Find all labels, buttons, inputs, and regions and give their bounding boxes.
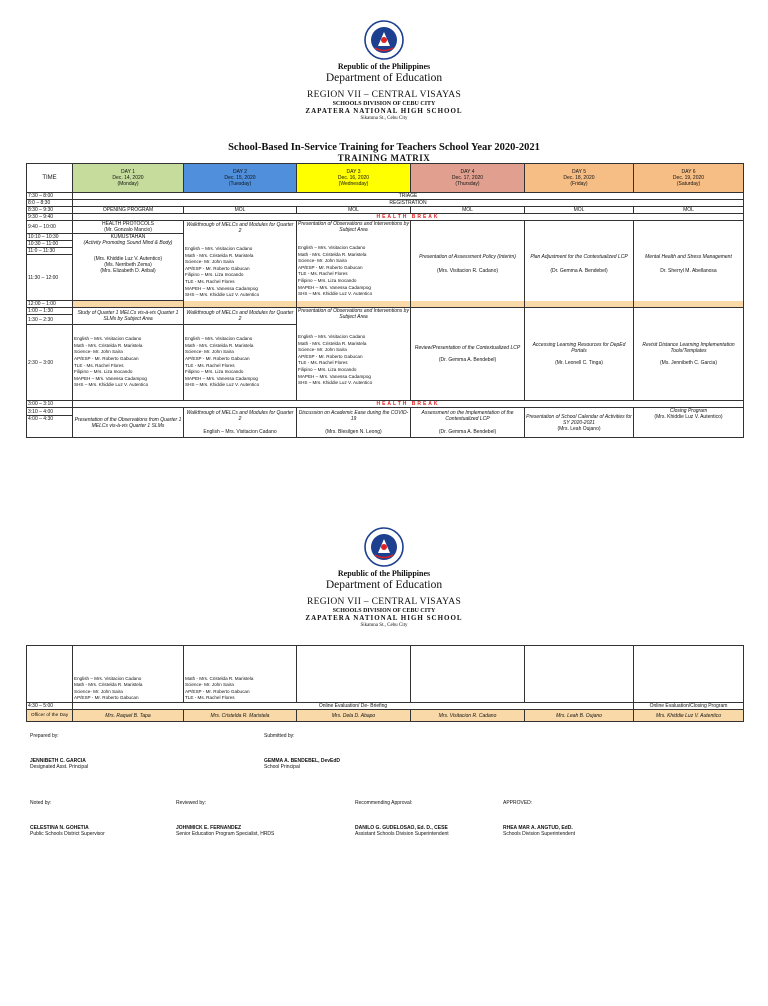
- session-title: Assessment on the Implementation of the Contextualized LCP: [421, 410, 514, 422]
- signatory-name: JOHNMICK E. FERNANDEZ: [176, 824, 242, 831]
- list-item: TLE - Ms. Rachel Flores: [185, 278, 235, 284]
- day-label: DAY 4: [460, 169, 475, 175]
- empty-cell: [634, 646, 744, 703]
- empty-cell: [525, 646, 634, 703]
- day-weekday: (Thursday): [455, 181, 480, 187]
- signatory-role: Senior Education Program Specialist, HRDS: [176, 831, 275, 837]
- triage-cell: TRIAGE: [73, 193, 744, 200]
- time-cell: 2:30 – 3:00: [27, 325, 73, 401]
- day-label: DAY 5: [572, 169, 586, 175]
- signature-label: Submitted by:: [264, 733, 295, 739]
- school-address: Sikatuna St., Cebu City: [360, 116, 408, 121]
- day-2-late-cell: [184, 408, 297, 438]
- session-title: Presentation of School Calendar of Activities for SY 2020-2021: [526, 413, 632, 426]
- list-item: English – Mrs. Visitacion Cadano: [74, 336, 142, 342]
- time-cell: 10:30 – 11:00: [27, 241, 73, 248]
- session-title: Walkthrough of MELCs and Modules for Quarter 2: [186, 410, 294, 422]
- time-cell: 8:30 – 9:30: [27, 207, 73, 214]
- signature-label: Prepared by:: [30, 733, 59, 739]
- list-item: TLE - Ms. Rachel Flores: [74, 362, 124, 368]
- day-6-late-cell: [634, 408, 744, 438]
- table-header-row: [27, 164, 744, 193]
- list-item: Science- Mr. John Saira: [185, 349, 234, 355]
- health-protocols-cell: [73, 221, 184, 234]
- noted-by-block: [30, 800, 105, 838]
- reviewed-by-block: [176, 800, 274, 838]
- list-item: AP/ESP - Mr. Roberto Gabucan: [185, 265, 250, 271]
- day-4-morning-cell: [411, 221, 525, 308]
- session-speaker: Dr. Sherryl M. Abellanosa: [660, 268, 717, 274]
- time-cell: 8:0 – 8:30: [27, 200, 73, 207]
- table-row: [27, 207, 744, 214]
- school-name: ZAPATERA NATIONAL HIGH SCHOOL: [305, 107, 463, 115]
- division-name: SCHOOLS DIVISION OF CEBU CITY: [332, 101, 436, 107]
- mol-cell: MOL: [634, 207, 744, 214]
- session-speaker: (Mr. Leonell C. Tinga): [555, 360, 603, 366]
- day-label: DAY 1: [121, 169, 135, 175]
- page-two: [0, 527, 768, 722]
- list-item: SHS – Mrs. Khiddie Luz V. Autentico: [298, 380, 373, 386]
- day-1-header: [73, 164, 184, 193]
- opening-program-cell: OPENING PROGRAM: [73, 207, 184, 214]
- subject-coordinators-list: [74, 676, 182, 702]
- day-4-afternoon-cell: [411, 308, 525, 401]
- day-2-names-cell: [184, 646, 297, 703]
- signatory-role: Designated Asst. Principal: [30, 764, 89, 770]
- day-weekday: (Tuesday): [228, 181, 252, 187]
- session-speaker: English – Mrs. Visitacion Cadano: [203, 429, 277, 435]
- page-one: [0, 20, 768, 438]
- day-1-afternoon-title: Study of Quarter 1 MELCs vis-à-vis Quarter 1 SLMs by Subject Area: [73, 308, 184, 325]
- list-item: English – Mrs. Visitacion Cadano: [185, 246, 253, 251]
- session-speaker: (Dr. Gemma A. Bendebel): [438, 429, 497, 435]
- day-weekday: (Saturday): [676, 181, 701, 187]
- subject-coordinators-list: [298, 245, 409, 298]
- day-label: DAY 2: [233, 169, 247, 175]
- mol-cell: MOL: [297, 207, 411, 214]
- list-item: English – Mrs. Visitacion Cadano: [298, 245, 366, 250]
- list-item: TLE - Ms. Rachel Flores: [185, 695, 235, 701]
- time-header: TIME: [27, 164, 73, 193]
- time-cell: 4:30 – 5:00: [27, 703, 73, 710]
- approved-block: [503, 800, 575, 838]
- day-date: Dec. 14, 2020: [112, 175, 144, 181]
- day-1-names-cell: [73, 646, 184, 703]
- list-item: Filipino – Mrs. Liza Inocando: [298, 366, 357, 372]
- day-3-header: [297, 164, 411, 193]
- list-item: Filipino – Mrs. Liza Inocando: [185, 272, 244, 278]
- session-title: Revisit Distance Learning Implementation Tools/Templates: [642, 342, 735, 354]
- list-item: AP/ESP - Mr. Roberto Gabucan: [185, 355, 250, 361]
- officer-cell: Mrs. Khiddie Luz V. Autentico: [634, 710, 744, 722]
- table-row: [27, 301, 744, 308]
- recommending-approval-block: [355, 800, 449, 838]
- kumustahan-cell: [73, 234, 184, 301]
- signatory-name: CELESTINA N. GOHETIA: [30, 824, 89, 831]
- session-speaker: (Mr. Gonzalo Mancio): [104, 227, 152, 233]
- list-item: MAPEH – Mrs. Vanessa Cadampog: [298, 284, 371, 290]
- day-date: Dec. 16, 2020: [337, 175, 370, 181]
- subject-coordinators-list: [298, 334, 409, 387]
- signatory-role: Assistant Schools Division Superintendent: [355, 831, 449, 837]
- day-label: DAY 3: [346, 169, 361, 175]
- mol-cell: MOL: [184, 207, 297, 214]
- session-subtitle: (Activity Promoting Sound Mind & Body): [83, 240, 173, 246]
- day-4-header: [411, 164, 525, 193]
- time-cell: 9:30 – 9:40: [27, 214, 73, 221]
- session-speaker: (Dr. Gemma A. Bendebel): [438, 357, 497, 363]
- subject-coordinators-list: [185, 676, 295, 702]
- session-title: Walkthrough of MELCs and Modules for Quarter 2: [186, 222, 294, 234]
- list-item: Science- Mr. John Saira: [185, 259, 234, 265]
- session-speaker: (Mrs. Blesilgen N. Leong): [325, 429, 382, 435]
- session-speaker: (Ms. Nerribeth Zema): [104, 262, 152, 268]
- list-item: Math - Mrs. Cristelda R. Maristela: [185, 252, 254, 258]
- subject-coordinators-list: [74, 336, 182, 389]
- day-3-afternoon-cell: [297, 308, 411, 401]
- table-row: [27, 193, 744, 200]
- time-cell: 12:00 – 1:00: [27, 301, 73, 308]
- signature-label: Recommending Approval:: [355, 800, 413, 806]
- time-cell: 9:40 – 10:00: [27, 221, 73, 234]
- school-name: ZAPATERA NATIONAL HIGH SCHOOL: [305, 614, 463, 622]
- day-5-header: [525, 164, 634, 193]
- time-cell: 10:10 – 10:30: [27, 234, 73, 241]
- letterhead: [0, 527, 768, 628]
- list-item: English – Mrs. Visitacion Cadano: [74, 675, 142, 681]
- signatory-role: Public Schools District Supervisor: [30, 831, 105, 837]
- mol-cell: MOL: [411, 207, 525, 214]
- signatory-name: JENNIBETH C. GARCIA: [30, 757, 86, 764]
- region-name: REGION VII – CENTRAL VISAYAS: [306, 597, 462, 607]
- time-cell: 4:00 – 4:30: [27, 416, 73, 438]
- day-date: Dec. 18, 2020: [563, 175, 595, 181]
- list-item: MAPEH – Mrs. Vanessa Cadampog: [185, 285, 258, 291]
- list-item: Math - Mrs. Cristelda R. Maristela: [74, 682, 143, 688]
- officer-cell: Mrs. Leah B. Oujano: [525, 710, 634, 722]
- day-3-late-cell: [297, 408, 411, 438]
- day-weekday: (Wednesday): [338, 181, 369, 187]
- list-item: TLE - Ms. Rachel Flores: [185, 362, 235, 368]
- day-4-late-cell: [411, 408, 525, 438]
- officer-of-the-day-row: [27, 710, 744, 722]
- session-speaker: (Ms. Jennibeth C. Garcia): [660, 360, 717, 366]
- list-item: Science- Mr. John Saira: [298, 258, 347, 264]
- list-item: AP/ESP - Mr. Roberto Gabucan: [298, 264, 363, 270]
- school-address: Sikatuna St., Cebu City: [360, 623, 408, 628]
- day-6-morning-cell: [634, 221, 744, 308]
- region-name: REGION VII – CENTRAL VISAYAS: [306, 90, 462, 100]
- signatory-role: Schools Division Superintendent: [503, 831, 575, 837]
- subject-coordinators-list: [185, 336, 295, 389]
- officer-cell: Mrs. Visitacion R. Cadano: [411, 710, 525, 722]
- table-row: [27, 214, 744, 221]
- day-date: Dec. 19, 2020: [672, 175, 705, 181]
- republic-line: Republic of the Philippines: [337, 62, 431, 71]
- training-matrix-table: [26, 163, 744, 438]
- day-5-afternoon-cell: [525, 308, 634, 401]
- subject-coordinators-list: [185, 246, 295, 299]
- signatory-name: RHEA MAR A. ANGTUD, EdD.: [503, 824, 573, 831]
- evaluation-closing-cell: Online Evaluation/Closing Program: [634, 703, 744, 710]
- session-speaker: (Mrs. Khiddie Luz V. Autentico): [654, 414, 723, 420]
- time-cell: [27, 646, 73, 703]
- day-3-morning-cell: [297, 221, 411, 308]
- list-item: Math - Mrs. Cristelda R. Maristela: [185, 342, 254, 348]
- list-item: SHS – Mrs. Khiddie Luz V. Autentico: [185, 292, 260, 298]
- officer-cell: Mrs. Raquel B. Tapa: [73, 710, 184, 722]
- empty-cell: [297, 646, 411, 703]
- department-name: Department of Education: [325, 72, 443, 84]
- table-row: [27, 308, 744, 315]
- list-item: Filipino – Mrs. Liza Inocando: [74, 369, 133, 375]
- letterhead: [0, 20, 768, 121]
- list-item: AP/ESP - Mr. Roberto Gabucan: [298, 353, 363, 359]
- registration-cell: REGISTRATION: [73, 200, 744, 207]
- health-break-cell: HEALTH BREAK: [73, 401, 744, 408]
- session-title: Plan Adjustment for the Contextualized LCP: [530, 254, 628, 260]
- list-item: MAPEH – Mrs. Vanessa Cadampog: [74, 375, 147, 381]
- day-2-morning-cell: [184, 221, 297, 308]
- session-title: Accessing Learning Resources for DepEd Portals: [532, 342, 626, 354]
- day-date: Dec. 17, 2020: [451, 175, 484, 181]
- list-item: Filipino – Mrs. Liza Inocando: [185, 369, 244, 375]
- officer-cell: Mrs. Cristelda R. Maristela: [184, 710, 297, 722]
- deped-seal-icon: [364, 20, 404, 60]
- time-cell: 1:30 – 2:30: [27, 315, 73, 325]
- day-2-afternoon-title: Walkthrough of MELCs and Modules for Quarter 2: [184, 308, 297, 325]
- day-5-late-cell: [525, 408, 634, 438]
- time-cell: 3:10 – 4:00: [27, 408, 73, 416]
- table-row: [27, 221, 744, 234]
- list-item: TLE - Ms. Rachel Flores: [298, 360, 348, 366]
- health-break-cell: HEALTH BREAK: [73, 214, 744, 221]
- list-item: SHS – Mrs. Khiddie Luz V. Autentico: [74, 382, 149, 388]
- session-title: Review/Presentation of the Contextualized LCP: [414, 345, 521, 351]
- list-item: Science- Mr. John Saira: [185, 682, 234, 688]
- session-title: Presentation of Observations and Interventions by Subject Area: [298, 308, 409, 320]
- session-title: KUMUSTAHAN: [110, 234, 146, 240]
- prepared-by-block: [30, 733, 88, 771]
- department-name: Department of Education: [325, 579, 443, 591]
- list-item: MAPEH – Mrs. Vanessa Cadampog: [298, 373, 371, 379]
- session-title: HEALTH PROTOCOLS: [101, 221, 155, 227]
- day-2-names-cell: [184, 325, 297, 401]
- day-weekday: (Monday): [117, 181, 139, 187]
- day-1-late-cell: Presentation of the Observations from Quarter 1 MELCs vis-à-vis Quarter 1 SLMs: [73, 408, 184, 438]
- signature-label: APPROVED:: [503, 800, 533, 806]
- list-item: TLE - Ms. Rachel Flores: [298, 271, 348, 277]
- session-title: Presentation of Observations and Interventions by Subject Area: [298, 221, 409, 233]
- signatory-name: DANILO G. GUDELOSAO, Ed. D., CESE: [355, 824, 448, 831]
- list-item: Science- Mr. John Saira: [74, 349, 123, 355]
- time-cell: 1:00 – 1:30: [27, 308, 73, 315]
- day-5-morning-cell: [525, 221, 634, 308]
- list-item: AP/ESP - Mr. Roberto Gabucan: [185, 688, 250, 694]
- session-speaker: (Mrs. Visitacion R. Cadano): [436, 268, 499, 274]
- list-item: English – Mrs. Visitacion Cadano: [185, 336, 253, 342]
- deped-seal-icon: [364, 527, 404, 567]
- list-item: Math - Mrs. Cristelda R. Maristela: [185, 675, 254, 681]
- table-row: [27, 200, 744, 207]
- officer-label: Officer of the Day: [27, 710, 73, 722]
- signatory-name: GEMMA A. BENDEBEL, DevEdD: [264, 757, 341, 764]
- evaluation-cell: Online Evaluation/ De- Briefing: [73, 703, 634, 710]
- table-row: [27, 401, 744, 408]
- list-item: SHS – Mrs. Khiddie Luz V. Autentico: [185, 382, 260, 388]
- list-item: Math - Mrs. Cristelda R. Maristela: [298, 340, 367, 346]
- session-title: Discussion on Academic Ease during the COVID-19: [298, 410, 409, 422]
- document-title: School-Based In-Service Training for Teachers School Year 2020-2021: [228, 142, 540, 153]
- officer-cell: Mrs. Dela D. Abapo: [297, 710, 411, 722]
- session-title: Mental Health and Stress Management: [645, 254, 732, 260]
- day-6-header: [634, 164, 744, 193]
- time-cell: 3:00 – 3:10: [27, 401, 73, 408]
- session-speaker: (Mrs. Leah Oujano): [557, 425, 601, 432]
- time-cell: 11:30 – 12:00: [27, 255, 73, 301]
- document-subtitle: TRAINING MATRIX: [337, 153, 431, 163]
- signatory-role: School Principal: [264, 764, 300, 770]
- day-1-names-cell: [73, 325, 184, 401]
- list-item: Filipino – Mrs. Liza Inocando: [298, 277, 357, 283]
- empty-cell: [411, 646, 525, 703]
- time-cell: 7:30 – 8:00: [27, 193, 73, 200]
- signature-label: Noted by:: [30, 800, 52, 806]
- list-item: Math - Mrs. Cristelda R. Maristela: [74, 342, 143, 348]
- list-item: Science- Mr. John Saira: [298, 347, 347, 353]
- list-item: AP/ESP - Mr. Roberto Gabucan: [74, 695, 139, 701]
- session-title: Closing Program: [669, 408, 708, 414]
- session-speaker: (Dr. Gemma A. Bendebel): [550, 268, 608, 274]
- submitted-by-block: [264, 733, 340, 771]
- table-row: [27, 408, 744, 416]
- session-speaker: (Mrs. Elizabeth D. Aribal): [100, 268, 156, 274]
- day-2-header: [184, 164, 297, 193]
- table-row: [27, 703, 744, 710]
- time-cell: 11:0 – 11:30: [27, 248, 73, 255]
- list-item: Science- Mr. John Saira: [74, 688, 123, 694]
- table-row: [27, 646, 744, 703]
- session-title: Presentation of Assessment Policy (Interim): [419, 254, 516, 260]
- division-name: SCHOOLS DIVISION OF CEBU CITY: [332, 608, 436, 614]
- mol-cell: MOL: [525, 207, 634, 214]
- signature-label: Reviewed by:: [176, 800, 207, 806]
- list-item: SHS – Mrs. Khiddie Luz V. Autentico: [298, 291, 373, 297]
- list-item: MAPEH – Mrs. Vanessa Cadampog: [185, 375, 258, 381]
- day-6-afternoon-cell: [634, 308, 744, 401]
- lunch-band: [73, 301, 744, 308]
- republic-line: Republic of the Philippines: [337, 569, 431, 578]
- list-item: English – Mrs. Visitacion Cadano: [298, 334, 366, 339]
- list-item: Math - Mrs. Cristelda R. Maristela: [298, 251, 367, 257]
- day-label: DAY 6: [681, 169, 696, 175]
- training-matrix-continuation-table: [26, 645, 744, 722]
- list-item: AP/ESP - Mr. Roberto Gabucan: [74, 355, 139, 361]
- day-weekday: (Friday): [570, 181, 588, 187]
- day-date: Dec. 15, 2020: [224, 175, 256, 181]
- session-speaker: (Mrs. Khiddie Luz V. Autentico): [93, 256, 163, 262]
